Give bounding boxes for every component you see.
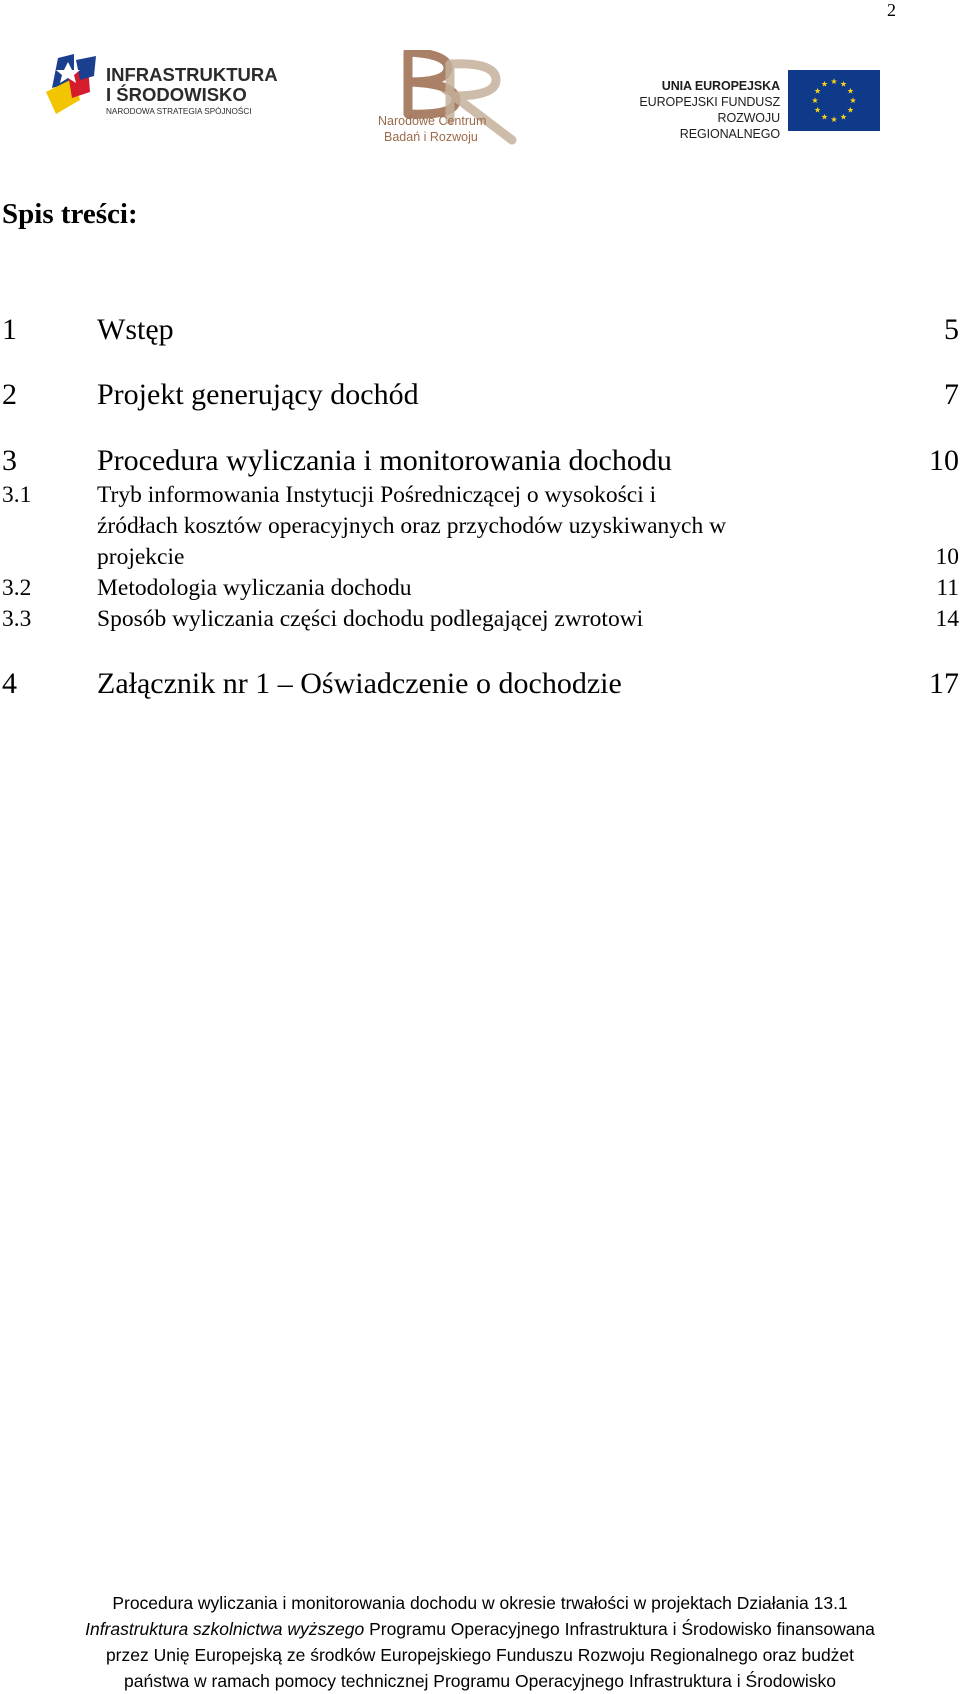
- logo-right-line3: ROZWOJU REGIONALNEGO: [679, 111, 780, 141]
- toc-heading: Spis treści:: [2, 198, 138, 230]
- logo-left-line1: INFRASTRUKTURA: [106, 64, 278, 85]
- toc-entry-title: Załącznik nr 1 – Oświadczenie o dochodzie: [97, 667, 622, 700]
- footer-line2-italic: Infrastruktura szkolnictwa wyższego: [85, 1619, 365, 1639]
- toc-entry-title: Procedura wyliczania i monitorowania dochodu: [97, 444, 672, 477]
- logo-left-line2: I ŚRODOWISKO: [106, 84, 247, 105]
- toc-entry-title-line3: projekcie: [97, 544, 185, 570]
- toc-entry-page: 10: [935, 544, 959, 570]
- toc-entry-number: 3.1: [2, 482, 32, 508]
- toc-entry-page: 5: [944, 313, 959, 346]
- toc-entry-number: 2: [2, 378, 17, 411]
- toc-entry-title-line2: źródłach kosztów operacyjnych oraz przychodów uzyskiwanych w: [97, 513, 727, 539]
- toc-entry-page: 14: [935, 606, 959, 632]
- logo-right-line2: EUROPEJSKI FUNDUSZ: [639, 95, 780, 109]
- logo-center-line2: Badań i Rozwoju: [384, 130, 478, 144]
- infrastruktura-srodowisko-logo: [44, 52, 304, 124]
- toc-entry-number: 1: [2, 313, 17, 346]
- toc-entry-number: 3.3: [2, 606, 32, 632]
- ncbr-logo: [378, 50, 558, 150]
- page-number: 2: [887, 0, 896, 20]
- toc-entry-page: 11: [936, 575, 959, 601]
- toc-entry-page: 7: [944, 378, 959, 411]
- toc-entry-number: 4: [2, 667, 17, 700]
- toc-entry-number: 3.2: [2, 575, 32, 601]
- footer-line2: [0, 1616, 960, 1642]
- footer-line4: państwa w ramach pomocy technicznej Programu Operacyjnego Infrastruktura i Środowisko: [124, 1671, 836, 1691]
- page-footer: [0, 1590, 960, 1694]
- toc-entry-title: Metodologia wyliczania dochodu: [97, 575, 412, 601]
- footer-line3: przez Unię Europejską ze środków Europejskiego Funduszu Rozwoju Regionalnego oraz budżet: [105, 1645, 855, 1665]
- toc-entry-page: 10: [929, 444, 959, 477]
- toc-entry-number: 3: [2, 444, 17, 477]
- logo-center-line1: Narodowe Centrum: [378, 114, 487, 128]
- toc-entry-title: Sposób wyliczania części dochodu podlegającej zwrotowi: [97, 606, 644, 632]
- logo-right-line1: UNIA EUROPEJSKA: [661, 79, 780, 93]
- toc-entry-page: 17: [929, 667, 959, 700]
- toc-entry-title: Projekt generujący dochód: [97, 378, 419, 411]
- toc-entry-title-line1: Tryb informowania Instytucji Pośredniczącej o wysokości i: [97, 482, 657, 508]
- eu-logo: [620, 70, 880, 141]
- eu-flag-icon: [788, 70, 880, 131]
- footer-line2-rest: Programu Operacyjnego Infrastruktura i Środowisko finansowana: [364, 1619, 875, 1639]
- toc-entry-title: Wstęp: [97, 313, 174, 346]
- footer-line1: Procedura wyliczania i monitorowania dochodu w okresie trwałości w projektach Działania 13.1: [112, 1593, 848, 1613]
- logo-left-line3: NARODOWA STRATEGIA SPÓJNOŚCI: [106, 107, 252, 116]
